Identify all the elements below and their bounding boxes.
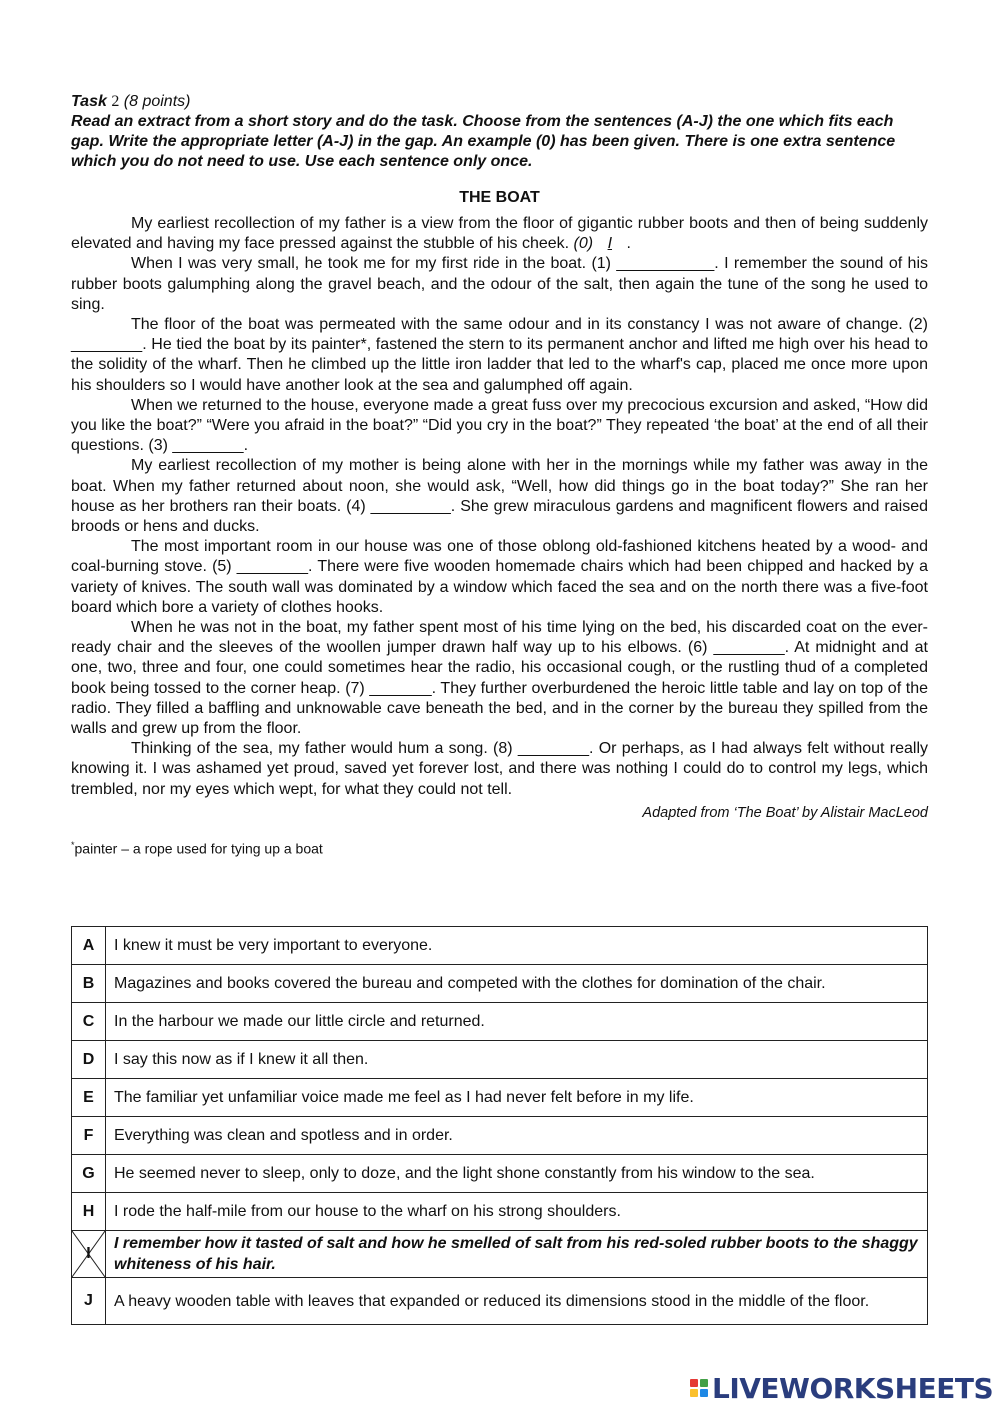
option-letter: J: [72, 1278, 106, 1325]
option-letter: E: [72, 1079, 106, 1117]
option-row-b: [72, 965, 928, 1003]
story-paragraph: My earliest recollection of my father is a view from the floor of gigantic rubber boots and then of being suddenly elevated and having my face pressed against the stubble of his cheek. (0) I .: [71, 215, 928, 253]
option-letter: C: [72, 1003, 106, 1041]
option-letter: A: [72, 927, 106, 965]
liveworksheets-logo: [690, 1373, 993, 1403]
option-text: Magazines and books covered the bureau and competed with the clothes for domination of the chair.: [106, 965, 928, 1003]
logo-squares-icon: [690, 1379, 708, 1397]
option-text: I say this now as if I knew it all then.: [106, 1041, 928, 1079]
option-letter: F: [72, 1117, 106, 1155]
option-text: He seemed never to sleep, only to doze, and the light shone constantly from his window to the sea.: [106, 1155, 928, 1193]
option-text: The familiar yet unfamiliar voice made me feel as I had never felt before in my life.: [106, 1079, 928, 1117]
option-letter: D: [72, 1041, 106, 1079]
option-letter-crossed: I: [72, 1231, 106, 1278]
option-letter: G: [72, 1155, 106, 1193]
example-gap: (0) I: [574, 235, 622, 252]
task-instructions: Read an extract from a short story and do the task. Choose from the sentences (A-J) the one which fits each gap. Write the appropriate letter (A-J) in the gap. An example (0) has been given. There is one extra sentence which you do not need to use. Use each sentence only once.: [71, 113, 896, 170]
story-paragraph: When I was very small, he took me for my first ride in the boat. (1) ___________. I remember the sound of his rubber boots galumphing along the gravel beach, and the odour of the salt, then again the tune of the song he used to sing.: [71, 255, 928, 313]
option-row-e: [72, 1079, 928, 1117]
story-paragraph: My earliest recollection of my mother is being alone with her in the mornings while my father was away in the boat. When my father returned about noon, she would ask, “Well, how did things go in the boat today?” She ran her house as her brothers ran their boats. (4) _________. She grew miraculous gardens and magnificent flowers and raised broods or hens and ducks.: [71, 457, 928, 536]
option-text: In the harbour we made our little circle and returned.: [106, 1003, 928, 1041]
option-text: A heavy wooden table with leaves that expanded or reduced its dimensions stood in the middle of the floor.: [106, 1278, 928, 1325]
option-letter: H: [72, 1193, 106, 1231]
option-row-j: [72, 1278, 928, 1325]
task-heading: [71, 92, 928, 112]
option-row-f: [72, 1117, 928, 1155]
option-text: I remember how it tasted of salt and how he smelled of salt from his red-soled rubber boots to the shaggy whiteness of his hair.: [106, 1231, 928, 1278]
story-source: Adapted from ‘The Boat’ by Alistair MacLeod: [642, 804, 928, 821]
option-letter: B: [72, 965, 106, 1003]
footnote: *painter – a rope used for tying up a boat: [71, 839, 323, 857]
task-points: (8 points): [123, 93, 191, 110]
option-text: Everything was clean and spotless and in order.: [106, 1117, 928, 1155]
option-row-c: [72, 1003, 928, 1041]
option-row-i: [72, 1231, 928, 1278]
task-label: Task: [71, 93, 107, 110]
brand-name: LIVEWORKSHEETS: [712, 1371, 994, 1405]
story-title: THE BOAT: [459, 189, 540, 206]
example-answer: I: [607, 235, 613, 253]
option-row-h: [72, 1193, 928, 1231]
option-row-a: [72, 927, 928, 965]
option-row-d: [72, 1041, 928, 1079]
story-paragraph: Thinking of the sea, my father would hum a song. (8) ________. Or perhaps, as I had always felt without really knowing it. I was ashamed yet proud, saved yet forever lost, and there was nothing I could do to control my legs, which trembled, nor my eyes which wept, for what they could not tell.: [71, 740, 928, 798]
story-paragraph: The most important room in our house was one of those oblong old-fashioned kitchens heated by a wood- and coal-burning stove. (5) ________. There were five wooden homemade chairs which had been chipped and hacked by a variety of knives. The south wall was dominated by a window which faced the sea and on the north there was a five-foot board which bore a variety of clothes hooks.: [71, 538, 928, 616]
worksheet-page: [71, 92, 928, 857]
story-paragraph: The floor of the boat was permeated with the same odour and in its constancy I was not aware of change. (2) ________. He tied the boat by its painter*, fastened the stern to its permanent anchor and lifted me high over his head to the solidity of the wharf. Then he climbed up the little iron ladder that led to the wharf's cap, placed me once more upon his shoulders so I would have another look at the sea and galumphed off again.: [71, 316, 928, 394]
option-text: I knew it must be very important to everyone.: [106, 927, 928, 965]
story-text: [71, 214, 928, 800]
option-text: I rode the half-mile from our house to the wharf on his strong shoulders.: [106, 1193, 928, 1231]
story-paragraph: When he was not in the boat, my father spent most of his time lying on the bed, his discarded coat on the ever-ready chair and the sleeves of the woollen jumper drawn half way up to his elbows. (6) ________. At midnight and at one, two, three and four, one could sometimes hear the radio, his occasional cough, or the rustling thud of a completed book being tossed to the corner heap. (7) _______. They further overburdened the heroic little table and lay on top of the radio. They filled a baffling and unknowable cave beneath the bed, and in the corner by the bureau they spilled from the walls and grew up from the floor.: [71, 619, 928, 738]
task-number: 2: [111, 93, 120, 110]
option-row-g: [72, 1155, 928, 1193]
story-paragraph: When we returned to the house, everyone made a great fuss over my precocious excursion and asked, “How did you like the boat?” “Were you afraid in the boat?” “Did you cry in the boat?” They repeated ‘the boat’ at the end of all their questions. (3) ________.: [71, 396, 928, 455]
options-table: [71, 926, 928, 1325]
